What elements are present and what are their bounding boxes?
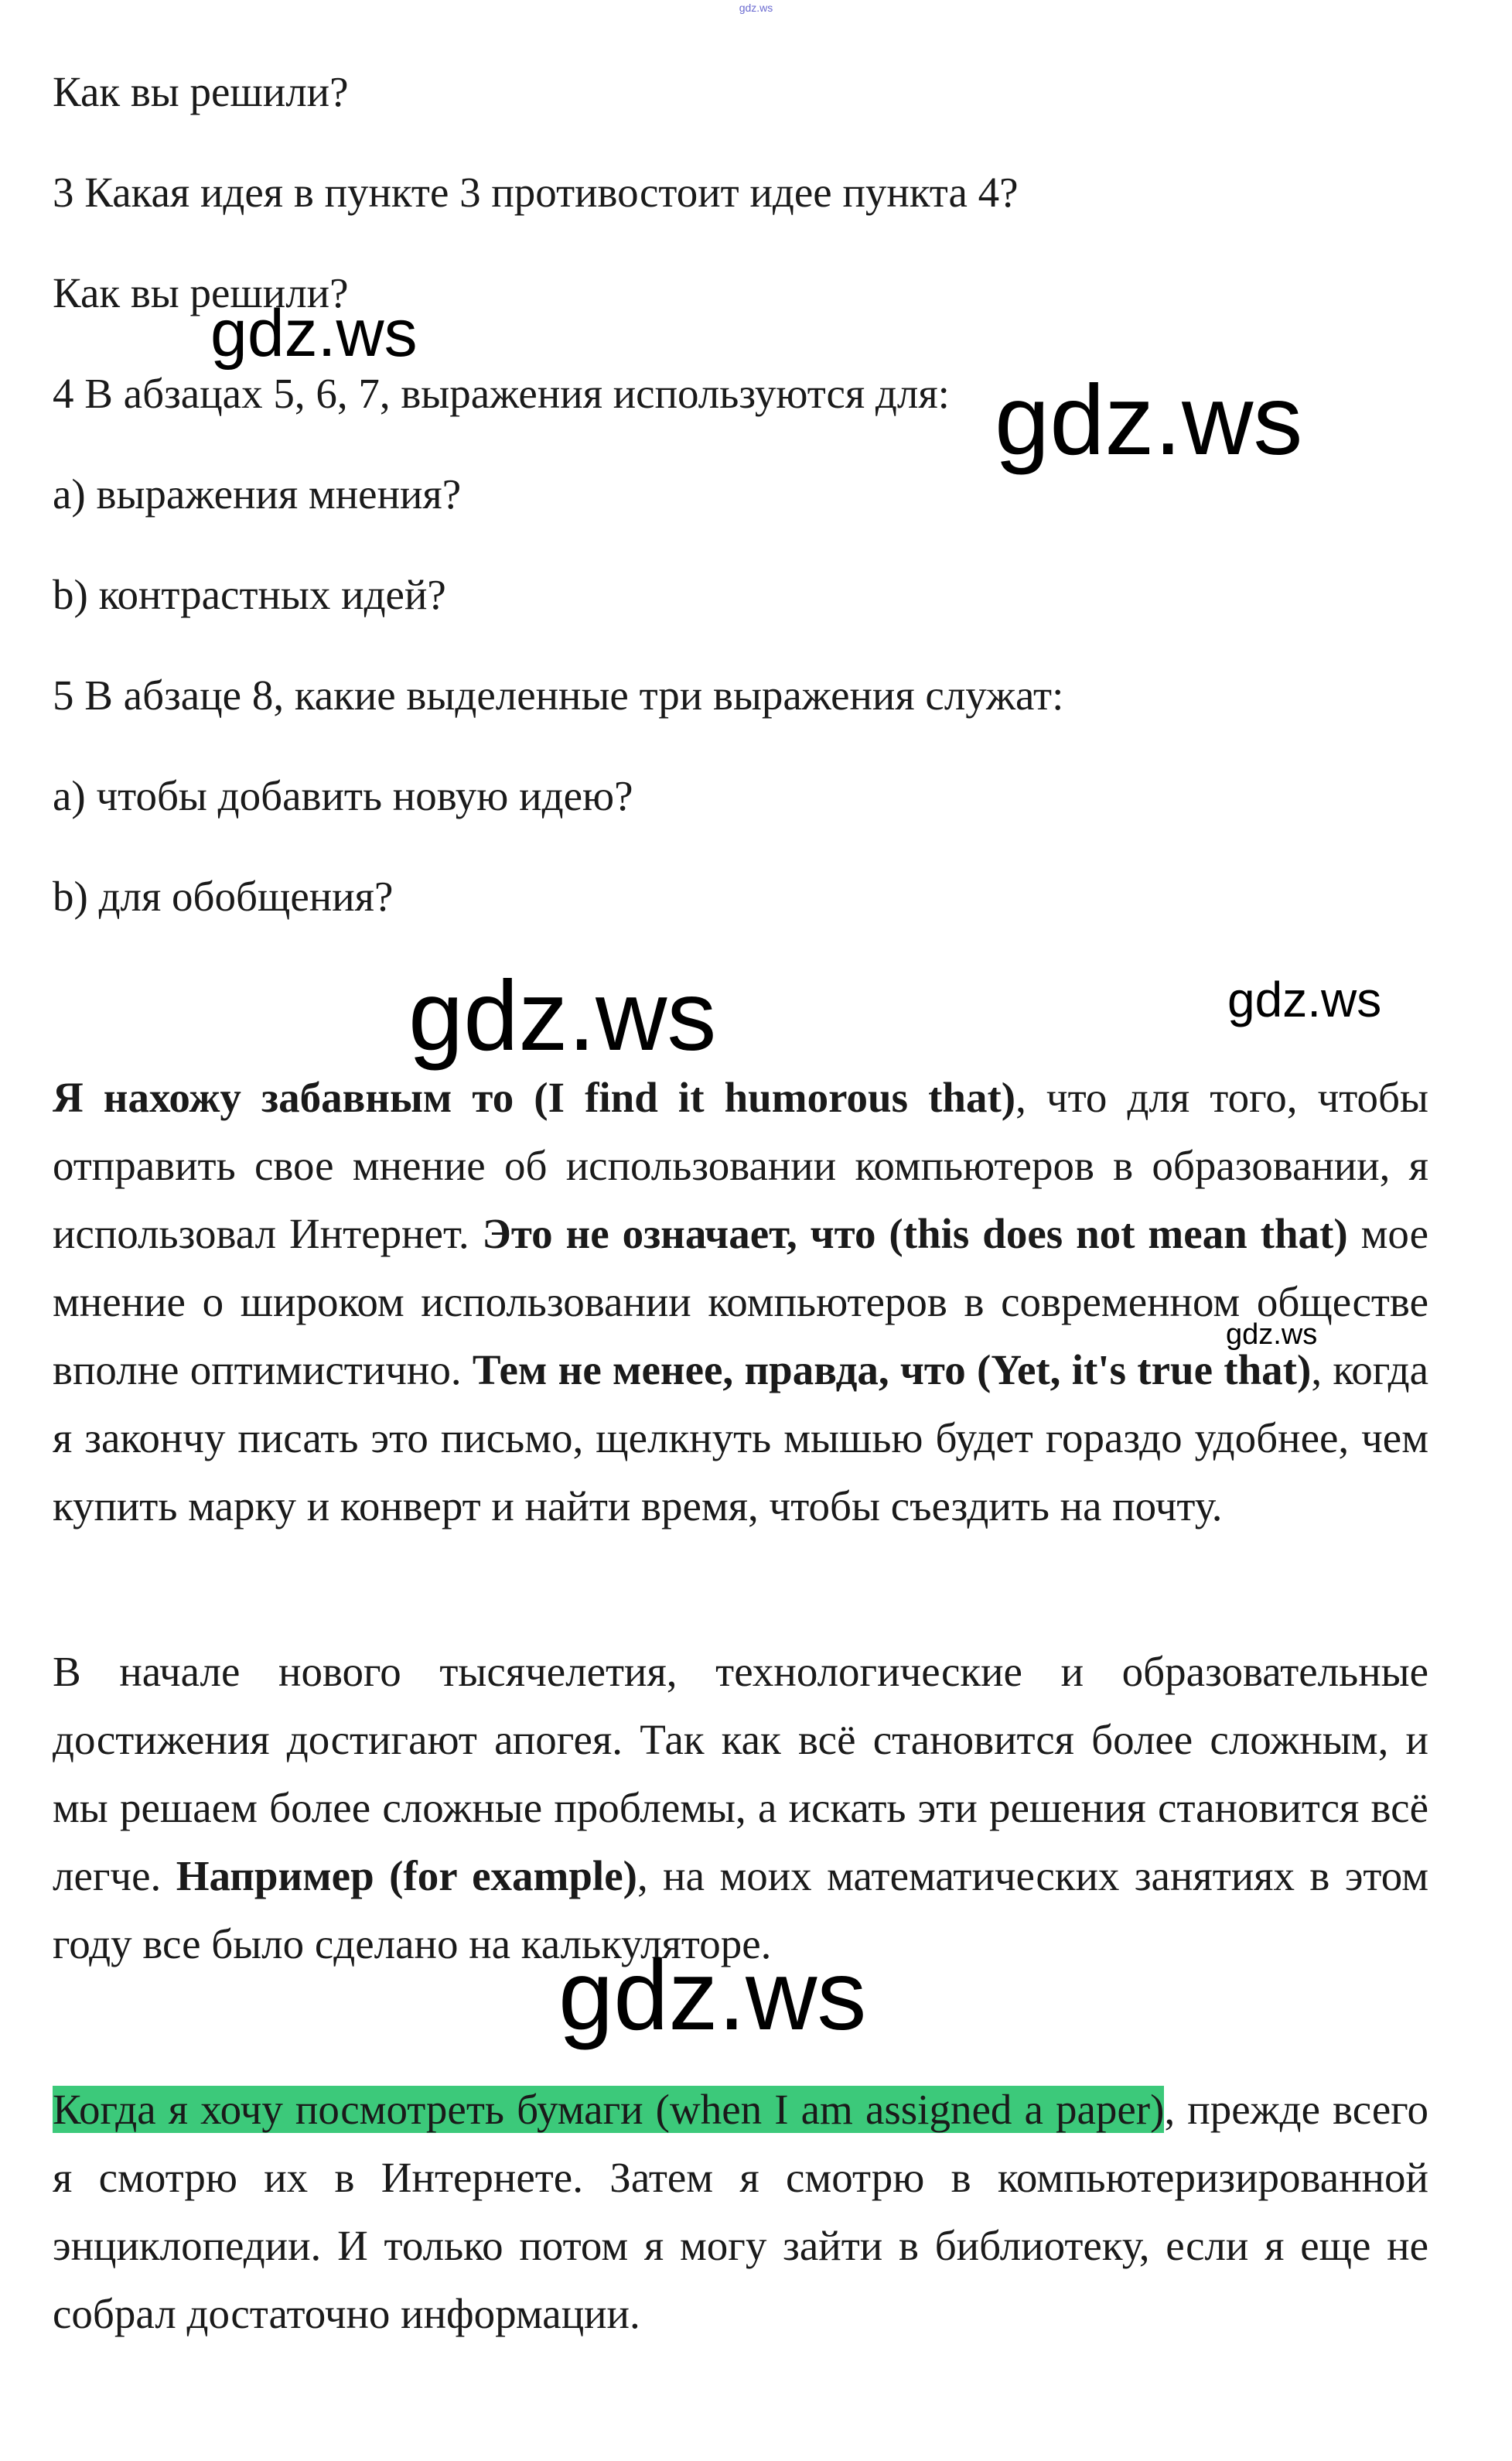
bold-phrase: Это не означает, что (this does not mean that) [482, 1210, 1348, 1257]
paragraph-text: мое мнение о широком использовании компьютеров в современном обществе вполне оптимистично. [53, 1210, 1429, 1393]
question-line: 5 В абзаце 8, какие выделенные три выражения служат: [53, 672, 1064, 719]
question-line: 4 В абзацах 5, 6, 7, выражения используются для: [53, 370, 950, 417]
watermark: gdz.ws [1227, 972, 1382, 1027]
watermark: gdz.ws [995, 365, 1303, 476]
question-line: a) выражения мнения? [53, 470, 462, 518]
question-line: 3 Какая идея в пункте 3 противостоит идее пункта 4? [53, 169, 1019, 216]
watermark: gdz.ws [408, 961, 717, 1072]
watermark: gdz.ws [1226, 1318, 1318, 1351]
bold-phrase: Тем не менее, правда, что (Yet, it's true that) [472, 1346, 1312, 1393]
bold-phrase: Я нахожу забавным то (I find it humorous that) [53, 1074, 1016, 1121]
paragraph-text: В начале нового тысячелетия, технологические и образовательные достижения достигают апогея. Так как всё становится более сложным, и мы решаем более сложные проблемы, а искать эти решения становится всё легче. [53, 1648, 1428, 1899]
question-line: a) чтобы добавить новую идею? [53, 772, 633, 819]
paragraph-research [53, 2076, 1428, 2348]
question-line: Как вы решили? [53, 269, 349, 316]
paragraph-text: , что для того, чтобы отправить свое мнение об использовании компьютеров в образовании, я использовал Интернет. [53, 1074, 1428, 1257]
watermark: gdz.ws [558, 1940, 867, 2051]
paragraph-text: , на моих математических занятиях в этом году все было сделано на калькуляторе. [53, 1852, 1429, 1967]
paragraph-text: , прежде всего я смотрю их в Интернете. Затем я смотрю в компьютеризированной энциклопедии. И только потом я могу зайти в библиотеку, если я еще не собрал достаточно информации. [53, 2086, 1428, 2337]
site-header: gdz.ws [739, 2, 773, 14]
paragraph-opinion [53, 1064, 1428, 1540]
bold-phrase: Например (for example) [176, 1852, 637, 1899]
question-line: b) контрастных идей? [53, 571, 446, 618]
watermark: gdz.ws [210, 296, 418, 371]
question-line: Как вы решили? [53, 68, 349, 115]
highlighted-phrase: Когда я хочу посмотреть бумаги (when I am assigned a paper) [53, 2086, 1165, 2133]
question-line: b) для обобщения? [53, 873, 394, 920]
paragraph-millennium [53, 1638, 1428, 1978]
paragraph-text: , когда я закончу писать это письмо, щелкнуть мышью будет гораздо удобнее, чем купить марку и конверт и найти время, чтобы съездить на почту. [53, 1346, 1428, 1530]
